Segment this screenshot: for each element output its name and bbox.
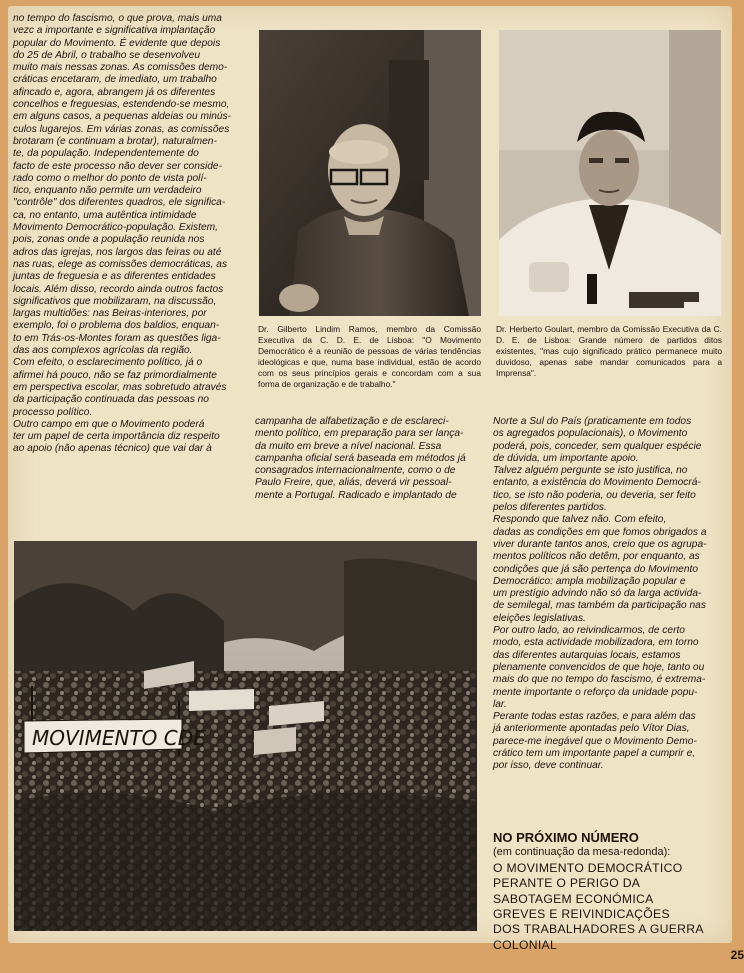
- page-number: 25: [730, 948, 744, 962]
- body-text-middle: campanha de alfabetização e de esclareci- mento político, em preparação para ser lança- da muito em breve a nível nacional. Essa campanha oficial será baseada em métodos já consagrados internacionalmente, como o de Paulo Freire, que, aliás, deverá vir pessoal- mente a Portugal. Radicado e implantado de: [255, 416, 466, 501]
- photo-gilberto-lindim-ramos: [259, 30, 481, 316]
- next-issue-subheading: (em continuação da mesa-redonda):: [493, 846, 671, 859]
- caption-photo-2: Dr. Herberto Goulart, membro da Comissão Executiva da C. D. E. de Lisboa: Grande número de partidos ditos existentes, "mas cujo significado prático permanece muito duvidoso, apenas sabe mandar comunicados para a Imprensa".: [496, 324, 722, 378]
- next-issue-title: O MOVIMENTO DEMOCRÁTICO PERANTE O PERIGO DA SABOTAGEM ECONÓMICA GREVES E REIVINDICAÇÕES DOS TRABALHADORES A GUERRA COLONIAL: [493, 860, 704, 952]
- next-issue-box: [493, 830, 725, 953]
- photo-crowd-demonstration: [14, 541, 477, 931]
- body-text-left-top: no tempo do fascismo, o que prova, mais uma vezc a importante e significativa implantação popular do Movimento. É evidente que depois do 25 de Abril, o trabalho se desenvolveu muito mais nessas zonas. As comissões demo- cráticas encetaram, de imediato, um trabalho afincado e, agora, abrangem já os diferentes concelhos e freguesias, estendendo-se mesmo, em alguns casos, a pequenas aldeias ou minús- culos lugarejos. Em várias zonas, as comissões brotaram (e continuam a brotar), naturalmen- te, da população. Independentemente do facto de este processo não dever ser conside- rado como o melhor do ponto de vista polí- tico, enquanto não permite um verdadeiro "contrôle" dos diferentes quadros, ele significa- ca, no entanto, uma autêntica intimidade Movimento Democrático-população. Existem, pois, zonas onde a população reunida nos adros das igrejas, nos largos das feiras ou até nas ruas, elege as comissões democráticas, as juntas de freguesia e as diferentes entidades locais. Além disso, recordo ainda outros factos significativos que mobilizaram, na discussão, largas multidões: nas Beiras-interiores, por exemplo, foi o problema dos baldios, enquan- to em Trás-os-Montes foram as questões liga- das aos complexos agrícolas da região. Com efeito, o esclarecimento político, já o afirmei há pouco, não se faz primordialmente em perspectiva escolar, mas sobretudo através da participação continuada das pessoas no processo político. Outro campo em que o Movimento poderá ter um papel de certa importância diz respeito ao apoio (não apenas técnico) que vai dar à: [13, 13, 232, 455]
- body-text-right: Norte a Sul do País (praticamente em todos os agregados populacionais), o Movimento poderá, pois, conceder, sem qualquer espécie de dúvida, um importante apoio. Talvez alguém pergunte se isto justifica, no entanto, a existência do Movimento Democrá- tico, se isto não poderia, ou deveria, ser feito pelos diferentes partidos. Respondo que talvez não. Com efeito, dadas as condições em que fomos obrigados a viver durante tantos anos, creio que os agrupa- mentos políticos não detêm, por enquanto, as condições que já são pertença do Movimento Democrático: ampla mobilização popular e um prestígio advindo não só da larga activida- de semilegal, mas também da participação nas eleições legislativas. Por outro lado, ao reivindicarmos, de certo modo, esta actividade mobilizadora, em torno das diferentes autarquias locais, estamos plenamente convencidos de que hoje, tanto ou mais do que no tempo do fascismo, é extrema- mente importante o reforço da unidade popu- lar. Perante todas estas razões, e para além das já anteriormente apontadas pelo Vítor Dias, parece-me inegável que o Movimento Demo- crático tem um importante papel a cumprir e, por isso, deve continuar.: [493, 416, 707, 772]
- banner-label: MOVIMENTO CDE: [32, 726, 206, 750]
- photo-herberto-goulart: [499, 30, 721, 316]
- caption-photo-1: Dr. Gilberto Lindim Ramos, membro da Comissão Executiva da C. D. E. de Lisboa: "O Movimento Democrático é a reunião de pessoas de várias tendências ideológicas e que, numa base individual, estão de acordo com os seus princípios gerais e concordam com a sua forma de organização e de trabalho.": [258, 324, 481, 389]
- next-issue-heading: NO PRÓXIMO NÚMERO: [493, 830, 639, 845]
